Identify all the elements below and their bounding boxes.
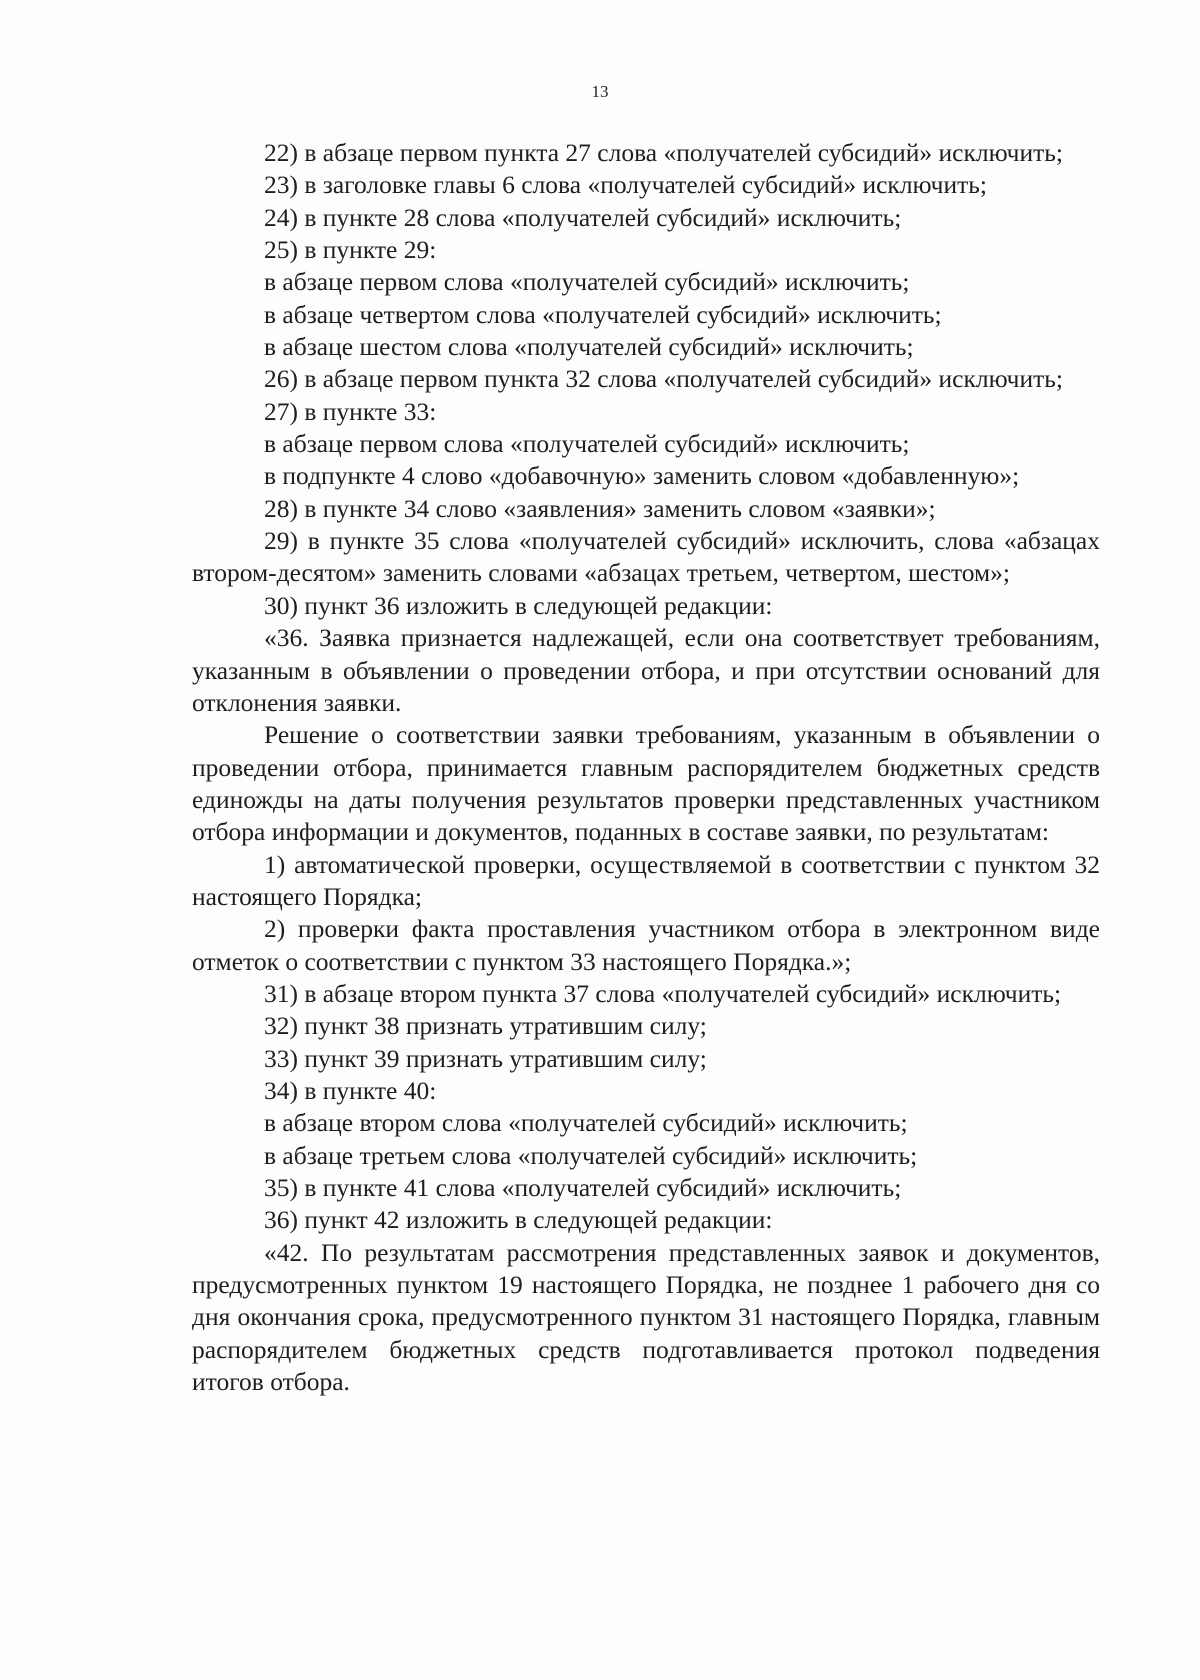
paragraph: 26) в абзаце первом пункта 32 слова «получателей субсидий» исключить; [264,364,1063,394]
paragraph: в абзаце втором слова «получателей субсидий» исключить; [264,1108,908,1138]
paragraph: 32) пункт 38 признать утратившим силу; [264,1011,707,1041]
paragraph: 30) пункт 36 изложить в следующей редакции: [264,590,773,620]
paragraph: 29) в пункте 35 слова «получателей субсидий» исключить, слова «абзацах втором-десятом» заменить словами «абзацах третьем, четвертом, шестом»; [192,526,1100,588]
paragraph: «42. По результатам рассмотрения представленных заявок и документов, предусмотренных пунктом 19 настоящего Порядка, не позднее 1 рабочего дня со дня окончания срока, предусмотренного пунктом 31 настоящего Порядка, главным распорядителем бюджетных средств подготавливается протокол подведения итогов отбора. [192,1237,1100,1397]
paragraph: 35) в пункте 41 слова «получателей субсидий» исключить; [264,1173,902,1202]
paragraph: в абзаце первом слова «получателей субсидий» исключить; [264,267,910,297]
paragraph: 23) в заголовке главы 6 слова «получателей субсидий» исключить; [264,170,987,200]
paragraph: в подпункте 4 слово «добавочную» заменить словом «добавленную»; [264,461,1020,491]
document-body [192,137,1100,1398]
paragraph: 27) в пункте 33: [264,396,437,426]
paragraph: 34) в пункте 40: [264,1075,437,1105]
paragraph: 22) в абзаце первом пункта 27 слова «получателей субсидий» исключить; [264,138,1063,167]
paragraph: Решение о соответствии заявки требованиям, указанным в объявлении о проведении отбора, принимается главным распорядителем бюджетных средств единожды на даты получения результатов проверки представленных участником отбора информации и документов, поданных в составе заявки, по результатам: [192,720,1100,847]
paragraph: 31) в абзаце втором пункта 37 слова «получателей субсидий» исключить; [264,978,1062,1008]
paragraph: в абзаце третьем слова «получателей субсидий» исключить; [264,1140,918,1170]
paragraph: в абзаце четвертом слова «получателей субсидий» исключить; [264,299,942,329]
paragraph: в абзаце шестом слова «получателей субсидий» исключить; [264,332,914,362]
paragraph: 28) в пункте 34 слово «заявления» заменить словом «заявки»; [264,493,936,523]
paragraph: 33) пункт 39 признать утратившим силу; [264,1043,707,1073]
paragraph: 1) автоматической проверки, осуществляемой в соответствии с пунктом 32 настоящего Порядка; [192,849,1100,911]
paragraph: 36) пункт 42 изложить в следующей редакции: [264,1205,773,1235]
paragraph: 2) проверки факта проставления участником отбора в электронном виде отметок о соответствии с пунктом 33 настоящего Порядка.»; [192,914,1100,976]
paragraph: 25) в пункте 29: [264,235,437,265]
paragraph: в абзаце первом слова «получателей субсидий» исключить; [264,429,910,459]
paragraph: «36. Заявка признается надлежащей, если она соответствует требованиям, указанным в объявлении о проведении отбора, и при отсутствии оснований для отклонения заявки. [192,623,1100,717]
page-number: 13 [591,82,609,101]
paragraph: 24) в пункте 28 слова «получателей субсидий» исключить; [264,202,902,232]
